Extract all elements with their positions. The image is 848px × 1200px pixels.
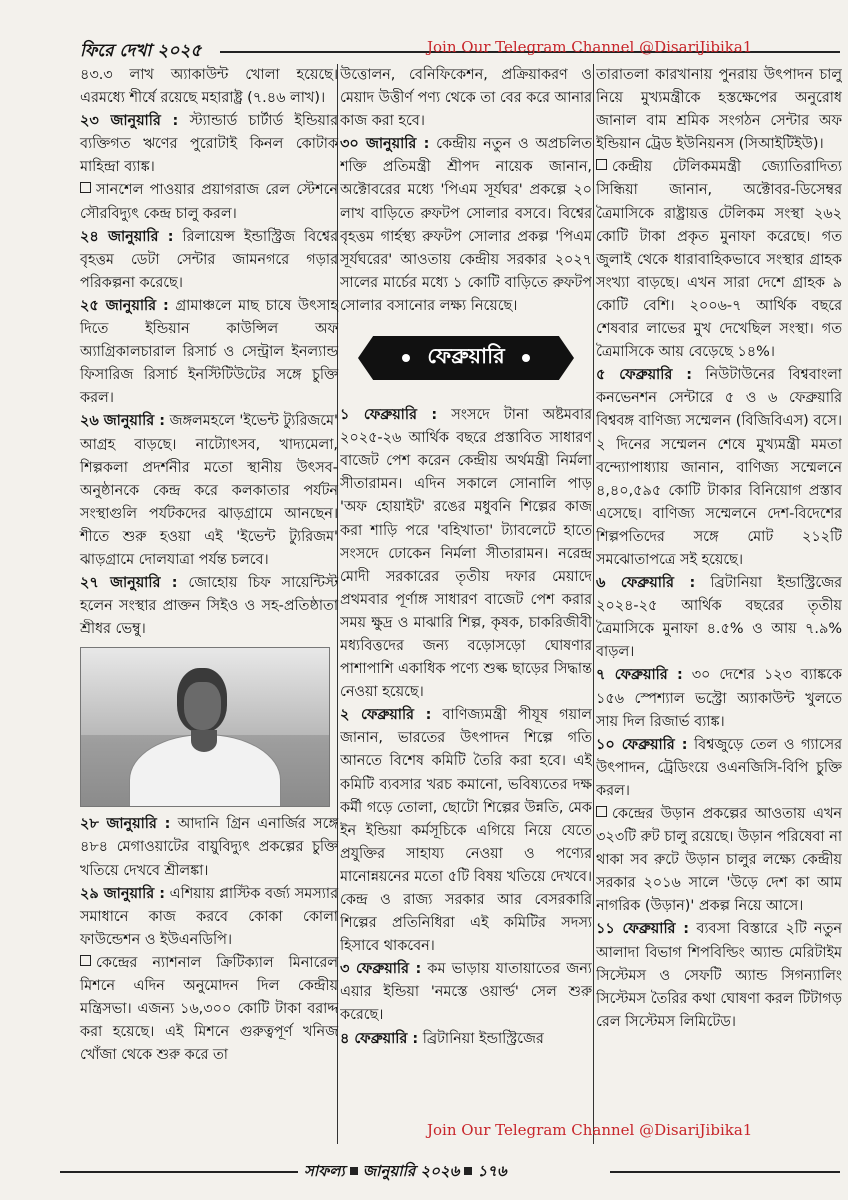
entry-text: জোহোয় চিফ সায়েন্টিস্ট হলেন সংস্থার প্রাক্তন সিইও ও সহ-প্রতিষ্ঠাতা শ্রীধর ভেম্বু। <box>80 575 338 638</box>
news-entry <box>80 410 338 572</box>
news-entry <box>596 734 842 803</box>
entry-text: কেন্দ্রীয় টেলিকমমন্ত্রী জ্যোতিরাদিত্য সিন্ধিয়া জানান, অক্টোবর-ডিসেম্বর ত্রৈমাসিকে রাষ্ট্রায়ত্ত টেলিকম সংস্থা ২৬২ কোটি টাকা প্রকৃত মুনাফা করেছে। গত জুলাই থেকে ধারাবাহিকভাবে সংস্থার গ্রাহক সংখ্যা বাড়ছে। এখন সারা দেশে গ্রাহক ৯ কোটি বেশি। ২০০৬-৭ আর্থিক বছরে শেষবার লাভের মুখ দেখেছিল সংস্থা। গত ত্রৈমাসিকে আয় বেড়েছে ১৪%। <box>596 159 842 361</box>
entry-text: ৩০ দেশের ১২৩ ব্যাঙ্ককে ১৫৬ স্পেশ্যাল ভস্ট্রো অ্যাকাউন্ট খুলতে সায় দিল রিজার্ভ ব্যাঙ্ক। <box>596 667 842 730</box>
month-banner <box>340 324 592 394</box>
entry-date: ৩ ফেব্রুয়ারি : <box>340 961 422 978</box>
news-entry <box>80 64 338 110</box>
column-1 <box>80 64 338 1067</box>
square-bullet-icon <box>350 1167 358 1175</box>
entry-date: ২৫ জানুয়ারি : <box>80 297 169 314</box>
news-entry <box>596 572 842 664</box>
news-entry <box>596 803 842 918</box>
entry-date: ২৯ জানুয়ারি : <box>80 885 165 902</box>
news-entry <box>80 295 338 410</box>
column-2-entries-top <box>340 64 592 318</box>
footer-rule-right <box>610 1171 840 1173</box>
column-3 <box>596 64 842 1148</box>
column-2 <box>340 64 592 1148</box>
news-entry <box>80 813 338 882</box>
column-1-entries <box>80 64 338 641</box>
news-entry <box>340 1028 592 1051</box>
entry-date: ৬ ফেব্রুয়ারি : <box>596 575 696 592</box>
entry-text: ৪৩.৩ লাখ অ্যাকাউন্ট খোলা হয়েছে। এরমধ্যে শীর্ষে রয়েছে মহারাষ্ট্র (৭.৪৬ লাখ)। <box>80 67 338 107</box>
column-divider <box>593 64 594 1144</box>
checkbox-bullet-icon <box>80 182 91 193</box>
entry-text: সানশেল পাওয়ার প্রয়াগরাজ রেল স্টেশনে সৌরবিদ্যুৎ কেন্দ্র চালু করল। <box>80 182 338 222</box>
news-entry <box>80 226 338 295</box>
entry-text: গ্রামাঞ্চলে মাছ চাষে উৎসাহ দিতে ইন্ডিয়ান কাউন্সিল অফ অ্যাগ্রিকালচারাল রিসার্চ ও সেন্ট্রাল ইনল্যান্ড ফিসারিজ রিসার্চ ইনস্টিটিউটের সঙ্গে চুক্তি করল। <box>80 297 338 407</box>
checkbox-bullet-icon <box>596 806 607 817</box>
news-entry <box>596 156 842 364</box>
news-entry <box>80 110 338 179</box>
footer-rule-left <box>60 1171 298 1173</box>
entry-date: ১০ ফেব্রুয়ারি : <box>596 736 688 753</box>
entry-text: এশিয়ায় প্লাস্টিক বর্জ্য সমস্যার সমাধানে কাজ করবে কোকা কোলা ফাউন্ডেশন ও ইউএনডিপি। <box>80 885 338 948</box>
entry-date: ২ ফেব্রুয়ারি : <box>340 707 432 724</box>
entry-text: ব্যবসা বিস্তারে ২টি নতুন আলাদা বিভাগ শিপবিল্ডিং অ্যান্ড মেরিটাইম সিস্টেমস ও সেফটি অ্যান্ড সিগন্যালিং সিস্টেমস তৈরির কথা ঘোষণা করল টিটাগড় রেল সিস্টেমস লিমিটেড। <box>596 921 842 1030</box>
entry-text: কেন্দ্রের উড়ান প্রকল্পের আওতায় এখন ৩২৩টি রুট চালু রয়েছে। উড়ান পরিষেবা না থাকা সব রুটে উড়ান চালুর লক্ষ্যে কেন্দ্রীয় সরকার ২০১৬ সালে 'উড়ে দেশ কা আম নাগরিক (উড়ান)' প্রকল্প নিয়ে আসে। <box>596 806 842 915</box>
entry-date: ২৩ জানুয়ারি : <box>80 113 179 130</box>
news-entry <box>596 364 842 572</box>
checkbox-bullet-icon <box>596 159 607 170</box>
news-entry <box>596 664 842 733</box>
entry-date: ৭ ফেব্রুয়ারি : <box>596 667 683 684</box>
telegram-watermark-bottom: Join Our Telegram Channel @DisariJibika1 <box>427 1121 753 1139</box>
entry-date: ২৬ জানুয়ারি : <box>80 413 165 430</box>
entry-text: জঙ্গলমহলে 'ইভেন্ট ট্যুরিজমে' আগ্রহ বাড়ছে। নাট্যোৎসব, খাদ্যমেলা, শিল্পকলা প্রদর্শনীর মতো স্থানীয় উৎসব-অনুষ্ঠানকে কেন্দ্র করে কলকাতার পর্যটন সংস্থাগুলি পর্যটকদের ঝাড়গ্রামে আনছেন। শীতে শুরু হওয়া এই 'ইভেন্ট ট্যুরিজম' ঝাড়গ্রামে দোলযাত্রা পর্যন্ত চলবে। <box>80 413 338 568</box>
entry-date: ৫ ফেব্রুয়ারি : <box>596 367 692 384</box>
footer-page-number: ১৭৬ <box>477 1162 507 1180</box>
entry-text: কম ভাড়ায় যাতায়াতের জন্য এয়ার ইন্ডিয়া 'নমস্তে ওয়ার্ল্ড' সেল শুরু করেছে। <box>340 961 592 1024</box>
entry-text: বিশ্বজুড়ে তেল ও গ্যাসের উৎপাদন, ট্রেডিংয়ে ওএনজিসি-বিপি চুক্তি করল। <box>596 736 842 799</box>
entry-date: ২৮ জানুয়ারি : <box>80 816 171 833</box>
entry-date: ২৪ জানুয়ারি : <box>80 228 174 245</box>
photo-face <box>184 682 221 730</box>
checkbox-bullet-icon <box>80 955 91 966</box>
entry-text: স্ট্যান্ডার্ড চার্টার্ড ইন্ডিয়ার ব্যক্তিগত ঋণের পুরোটাই কিনল কোটাক মাহিন্দ্রা ব্যাঙ্ক। <box>80 113 338 176</box>
entry-text: কেন্দ্রের ন্যাশনাল ক্রিটিক্যাল মিনারেল মিশনে এদিন অনুমোদন দিল কেন্দ্রীয় মন্ত্রিসভা। এজন্য ১৬,৩০০ কোটি টাকা বরাদ্দ করা হয়েছে। এই মিশনে গুরুত্বপূর্ণ খনিজ খোঁজা থেকে শুরু করে তা <box>80 954 338 1064</box>
news-entry <box>80 883 338 952</box>
news-entry <box>80 179 338 225</box>
footer-text <box>304 1160 507 1185</box>
portrait-photo <box>80 647 330 807</box>
column-2-entries-bottom <box>340 404 592 1051</box>
entry-text: সংসদে টানা অষ্টমবার ২০২৫-২৬ আর্থিক বছরে প্রস্তাবিত সাধারণ বাজেট পেশ করেন কেন্দ্রীয় অর্থমন্ত্রী নির্মলা সীতারামন। এদিন সকালে সোনালি পাড় 'অফ হোয়াইট' রঙের মধুবনি শিল্পের কাজ করা শাড়ি পরে 'বহিখাতা' ট্যাবলেটে হাতে সংসদে ঢোকেন নির্মলা সীতারামন। নরেন্দ্র মোদী সরকারের তৃতীয় দফার মেয়াদে প্রথমবার পূর্ণাঙ্গ সাধারণ বাজেট পেশ করার সময় ক্ষুদ্র ও মাঝারি শিল্প, কৃষক, চাকরিজীবী মধ্যবিত্তদের জন্য বড়োসড়ো ঘোষণার পাশাপাশি একাধিক পণ্যে শুল্ক ছাড়ের সিদ্ধান্ত নেওয়া হয়েছে। <box>340 407 592 701</box>
column-1-entries-after-photo <box>80 813 338 1067</box>
entry-date: ৪ ফেব্রুয়ারি : <box>340 1030 419 1047</box>
section-title: ফিরে দেখা ২০২৫ <box>80 41 202 61</box>
entry-text: নিউটাউনের বিশ্ববাংলা কনভেনশন সেন্টারে ৫ ও ৬ ফেব্রুয়ারি বিশ্ববঙ্গ বাণিজ্য সম্মেলন (বিজিবিএস) বসে। ২ দিনের সম্মেলন শেষে মুখ্যমন্ত্রী মমতা বন্দ্যোপাধ্যায় জানান, বাণিজ্য সম্মেলনে ৪,৪০,৫৯৫ কোটি টাকার বিনিয়োগ প্রস্তাব এসেছে। বাণিজ্য সম্মেলনে দেশ-বিদেশের শিল্পপতিদের সঙ্গে মোট ২১২টি সমঝোতাপত্রে সই হয়েছে। <box>596 367 842 568</box>
entry-text: ব্রিটানিয়া ইন্ডাস্ট্রিজের <box>418 1030 544 1047</box>
footer-issue: জানুয়ারি ২০২৬ <box>362 1162 460 1180</box>
square-bullet-icon <box>464 1167 472 1175</box>
entry-text: কেন্দ্রীয় নতুন ও অপ্রচলিত শক্তি প্রতিমন্ত্রী শ্রীপদ নায়েক জানান, অক্টোবরের মধ্যে 'পিএম সূর্যঘর' প্রকল্পে ২০ লাখ বাড়িতে রুফটপ সোলার বসবে। বিশ্বের বৃহত্তম গার্হস্থ্য রুফটপ সোলার প্রকল্প 'পিএম সূর্যঘরের' আওতায় কেন্দ্রীয় সরকার ২০২৭ সালের মার্চের মধ্যে ১ কোটি বাড়িতে রুফটপ সোলার বসানোর লক্ষ্য নিয়েছে। <box>340 136 592 314</box>
news-entry <box>340 64 592 133</box>
column-3-entries <box>596 64 842 1034</box>
entry-date: ১১ ফেব্রুয়ারি : <box>596 921 690 938</box>
news-entry <box>340 133 592 318</box>
entry-text: আদানি গ্রিন এনার্জির সঙ্গে ৪৮৪ মেগাওয়াটের বায়ুবিদ্যুৎ প্রকল্পের চুক্তি খতিয়ে দেখবে শ্রীলঙ্কা। <box>80 816 338 879</box>
entry-text: বাণিজ্যমন্ত্রী পীযূষ গয়াল জানান, ভারতের উৎপাদন শিল্পে গতি আনতে বিশেষ কমিটি তৈরি করা হবে। এই কমিটি ব্যবসার খরচ কমানো, ভবিষ্যতের দক্ষ কর্মী গড়ে তোলা, ছোটো শিল্পের উন্নতি, মেক ইন ইন্ডিয়া কর্মসূচিকে এগিয়ে নিয়ে যেতে প্রযুক্তির সাহায্য নেওয়া ও পণ্যের মানোন্নয়নের মতো ৫টি বিষয় খতিয়ে দেখবে। কেন্দ্র ও রাজ্য সরকার আর বেসরকারি শিল্পের প্রতিনিধিরা এই কমিটির সদস্য হিসাবে থাকবেন। <box>340 707 592 955</box>
entry-text: ব্রিটানিয়া ইন্ডাস্ট্রিজের ২০২৪-২৫ আর্থিক বছরের তৃতীয় ত্রৈমাসিকে মুনাফা ৪.৫% ও আয় ৭.৯% বাড়ল। <box>596 575 842 661</box>
footer-brand: সাফল্য <box>304 1162 345 1180</box>
entry-text: উত্তোলন, বেনিফিকেশন, প্রক্রিয়াকরণ ও মেয়াদ উত্তীর্ণ পণ্য থেকে তা বের করে আনার কাজ করা হবে। <box>340 67 592 130</box>
entry-date: ২৭ জানুয়ারি : <box>80 575 178 592</box>
month-banner-label: ফেব্রুয়ারি <box>427 344 505 369</box>
entry-date: ১ ফেব্রুয়ারি : <box>340 407 438 424</box>
entry-text: তারাতলা কারখানায় পুনরায় উৎপাদন চালু নিয়ে মুখ্যমন্ত্রীকে হস্তক্ষেপের অনুরোধ জানাল বাম শ্রমিক সংগঠন সেন্টার অফ ইন্ডিয়ান ট্রেড ইউনিয়নস (সিআইটিইউ)। <box>596 67 842 153</box>
telegram-watermark-top: Join Our Telegram Channel @DisariJibika1 <box>427 38 753 56</box>
news-entry <box>596 918 842 1033</box>
entry-date: ৩০ জানুয়ারি : <box>340 136 430 153</box>
page-footer <box>60 1160 840 1184</box>
news-entry <box>340 404 592 704</box>
news-entry <box>340 958 592 1027</box>
news-entry <box>80 952 338 1067</box>
entry-text: রিলায়েন্স ইন্ডাস্ট্রিজ বিশ্বের বৃহত্তম ডেটা সেন্টার জামনগরে গড়ার পরিকল্পনা করেছে। <box>80 228 338 291</box>
news-entry <box>596 64 842 156</box>
news-entry <box>80 572 338 641</box>
news-entry <box>340 704 592 958</box>
